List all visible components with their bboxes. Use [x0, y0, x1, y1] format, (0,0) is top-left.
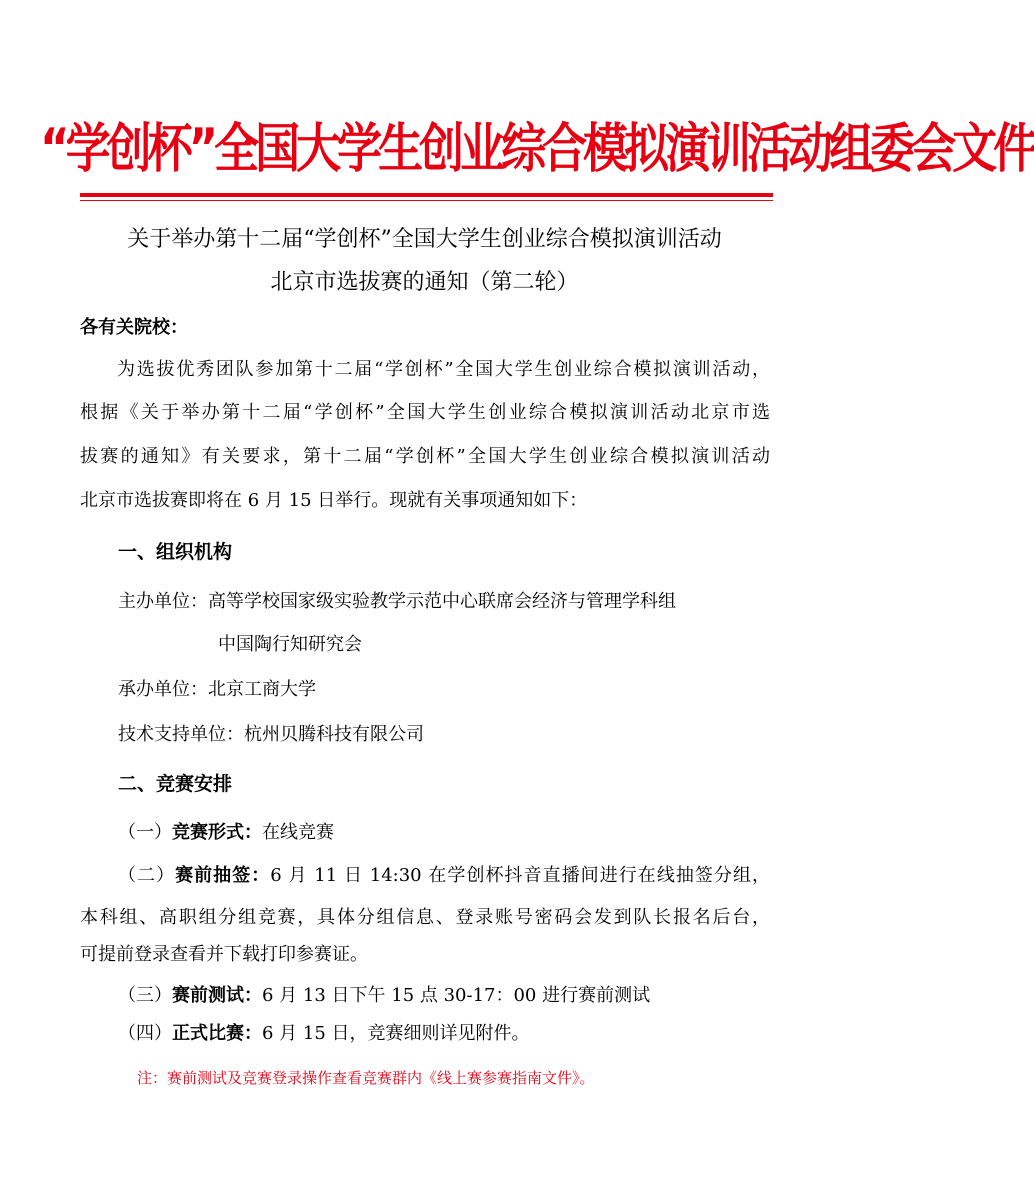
item2-line-3: 可提前登录查看并下载打印参赛证。 — [80, 944, 368, 965]
red-note: 注：赛前测试及竞赛登录操作查看竞赛群内《线上赛参赛指南文件》。 — [137, 1069, 595, 1087]
intro-line-2: 根据《关于举办第十二届“学创杯”全国大学生创业综合模拟演训活动北京市选 — [80, 402, 770, 423]
red-rule-thin — [80, 200, 773, 201]
red-header-title: “学创杯”全国大学生创业综合模拟演训活动组委会文件 — [40, 117, 1034, 180]
tech-support-row — [118, 721, 424, 749]
item4-label: 正式比赛： — [172, 1023, 262, 1044]
item2-line-2: 本科组、高职组分组竞赛，具体分组信息、登录账号密码会发到队长报名后台， — [80, 907, 770, 928]
item3-num: （三） — [118, 985, 172, 1006]
item4-row — [118, 1020, 530, 1048]
host-label: 主办单位： — [118, 591, 208, 612]
intro-line-1: 为选拔优秀团队参加第十二届“学创杯”全国大学生创业综合模拟演训活动， — [117, 359, 770, 380]
section2-heading: 二、竞赛安排 — [118, 773, 233, 795]
document-title-line2: 北京市选拔赛的通知（第二轮） — [270, 270, 579, 295]
item2-num: （二） — [118, 865, 176, 886]
document-title-line1: 关于举办第十二届“学创杯”全国大学生创业综合模拟演训活动 — [127, 227, 722, 252]
red-rule-thick — [80, 193, 773, 197]
item4-text: 6 月 15 日，竞赛细则详见附件。 — [262, 1023, 530, 1044]
item4-num: （四） — [118, 1023, 172, 1044]
host-row — [118, 588, 676, 616]
organizer-row — [118, 676, 316, 704]
item1-text: 在线竞赛 — [262, 822, 334, 843]
item1-label: 竞赛形式： — [172, 822, 262, 843]
intro-line-4: 北京市选拔赛即将在 6 月 15 日举行。现就有关事项通知如下： — [80, 490, 588, 511]
intro-line-3: 拔赛的通知》有关要求，第十二届“学创杯”全国大学生创业综合模拟演训活动 — [80, 446, 770, 467]
host-value-1: 高等学校国家级实验教学示范中心联席会经济与管理学科组 — [208, 591, 676, 612]
item3-row — [118, 982, 650, 1010]
section1-heading: 一、组织机构 — [118, 541, 233, 563]
item3-text: 6 月 13 日下午 15 点 30-17：00 进行赛前测试 — [262, 985, 651, 1006]
organizer-value: 北京工商大学 — [208, 679, 316, 700]
tech-support-label: 技术支持单位： — [118, 724, 244, 745]
item2-row — [118, 862, 770, 890]
salutation: 各有关院校： — [80, 317, 188, 338]
item2-text: 6 月 11 日 14:30 在学创杯抖音直播间进行在线抽签分组， — [270, 865, 770, 886]
tech-support-value: 杭州贝腾科技有限公司 — [244, 724, 424, 745]
item1-row — [118, 819, 334, 847]
item1-num: （一） — [118, 822, 172, 843]
item2-label: 赛前抽签： — [175, 865, 271, 886]
host-value-2: 中国陶行知研究会 — [218, 634, 362, 655]
organizer-label: 承办单位： — [118, 679, 208, 700]
item3-label: 赛前测试： — [172, 985, 262, 1006]
